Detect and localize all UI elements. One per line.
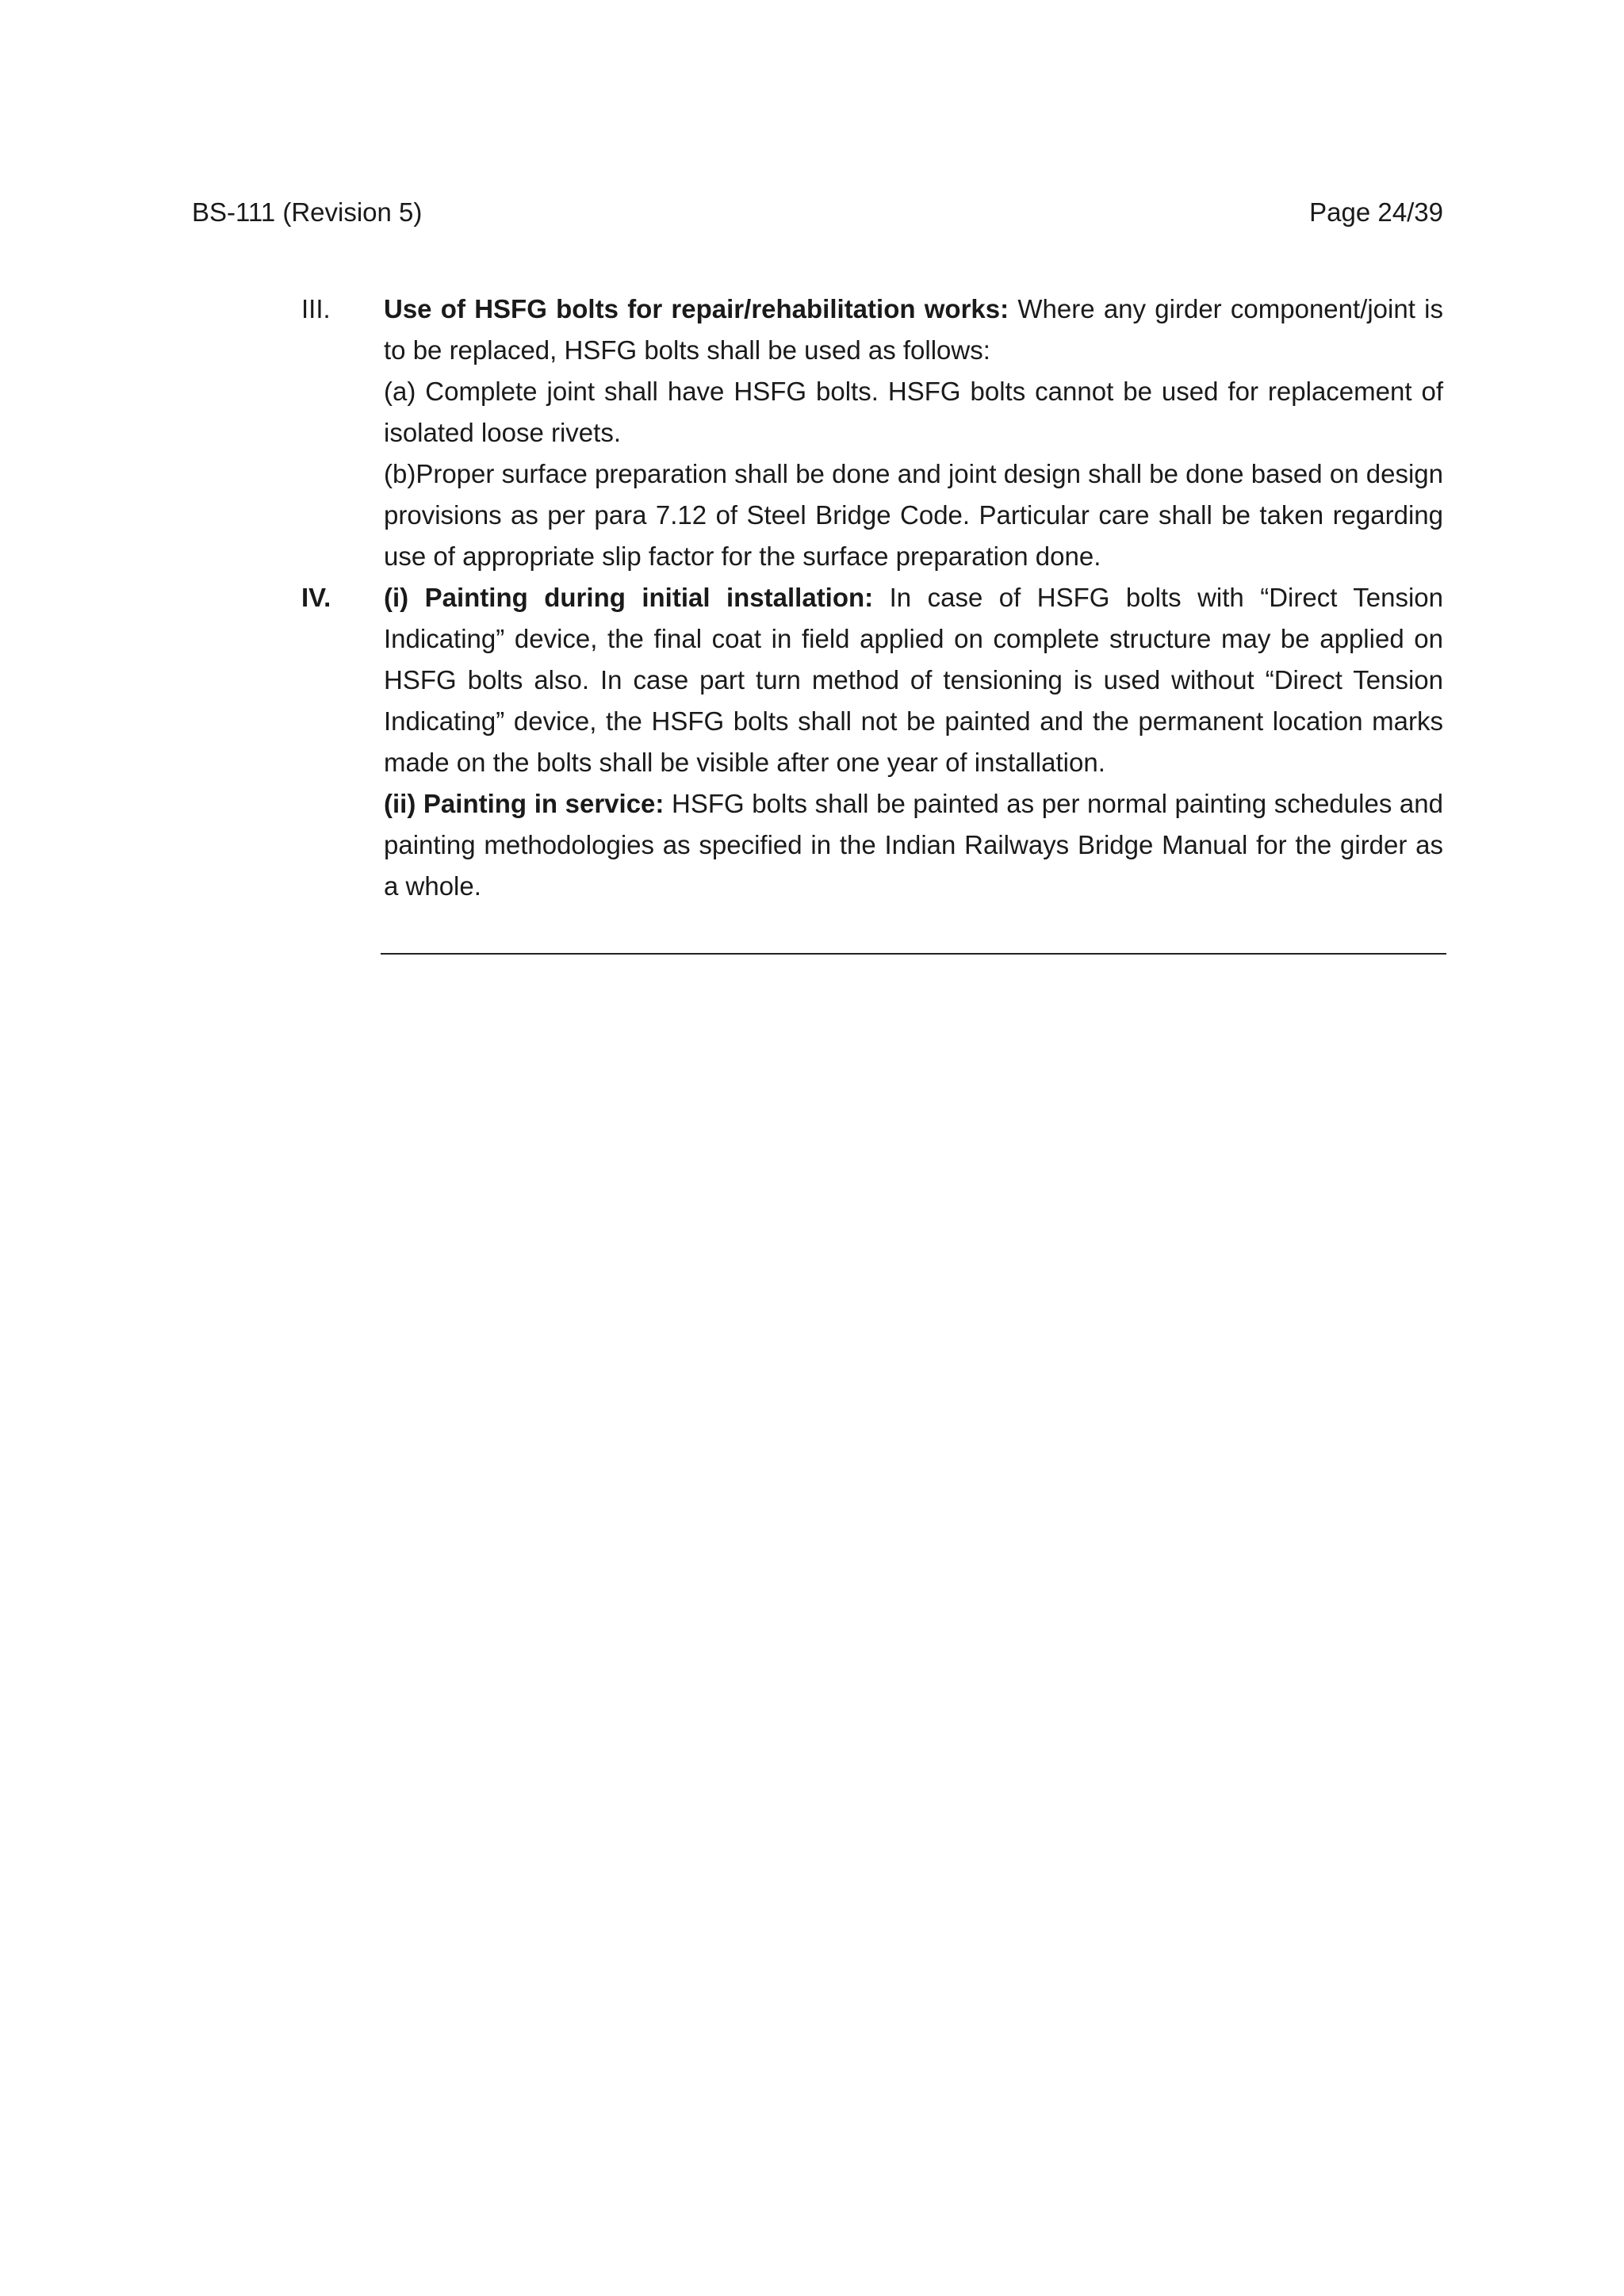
paragraph-text: HSFG bolts shall be painted as per normal painting schedules and painting methodologies as specified in the Indian Railways Bridge Manual for the girder as a whole. — [384, 789, 1443, 901]
item-number: III. — [301, 294, 331, 323]
paragraph — [384, 577, 1443, 783]
page-number: Page 24/39 — [1309, 197, 1443, 227]
paragraph-heading: (ii) Painting in service: — [384, 789, 665, 818]
paragraph-heading: Use of HSFG bolts for repair/rehabilitation works: — [384, 294, 1009, 323]
paragraph — [384, 371, 1443, 453]
paragraph-text: In case of HSFG bolts with “Direct Tension Indicating” device, the final coat in field applied on complete structure may be applied on HSFG bolts also. In case part turn method of tensioning is used without “Direct Tension Indicating” device, the HSFG bolts shall not be painted and the permanent location marks made on the bolts shall be visible after one year of installation. — [384, 583, 1443, 777]
document-id: BS-111 (Revision 5) — [192, 197, 423, 227]
paragraph — [384, 289, 1443, 371]
page-header — [192, 193, 1443, 232]
paragraph-text: (b)Proper surface preparation shall be done and joint design shall be done based on design provisions as per para 7.12 of Steel Bridge Code. Particular care shall be taken regarding use of appropriate slip factor for the surface preparation done. — [384, 459, 1443, 571]
paragraph — [384, 783, 1443, 907]
paragraph-text: (a) Complete joint shall have HSFG bolts. HSFG bolts cannot be used for replacement of isolated loose rivets. — [384, 377, 1443, 447]
paragraph-heading: (i) Painting during initial installation: — [384, 583, 874, 612]
paragraph — [384, 453, 1443, 577]
paragraph-text: Where any girder component/joint is to be replaced, HSFG bolts shall be used as follows: — [384, 294, 1443, 365]
item-number: IV. — [301, 583, 331, 612]
end-divider — [381, 953, 1446, 955]
item-body — [384, 577, 1443, 907]
item-body — [384, 289, 1443, 577]
